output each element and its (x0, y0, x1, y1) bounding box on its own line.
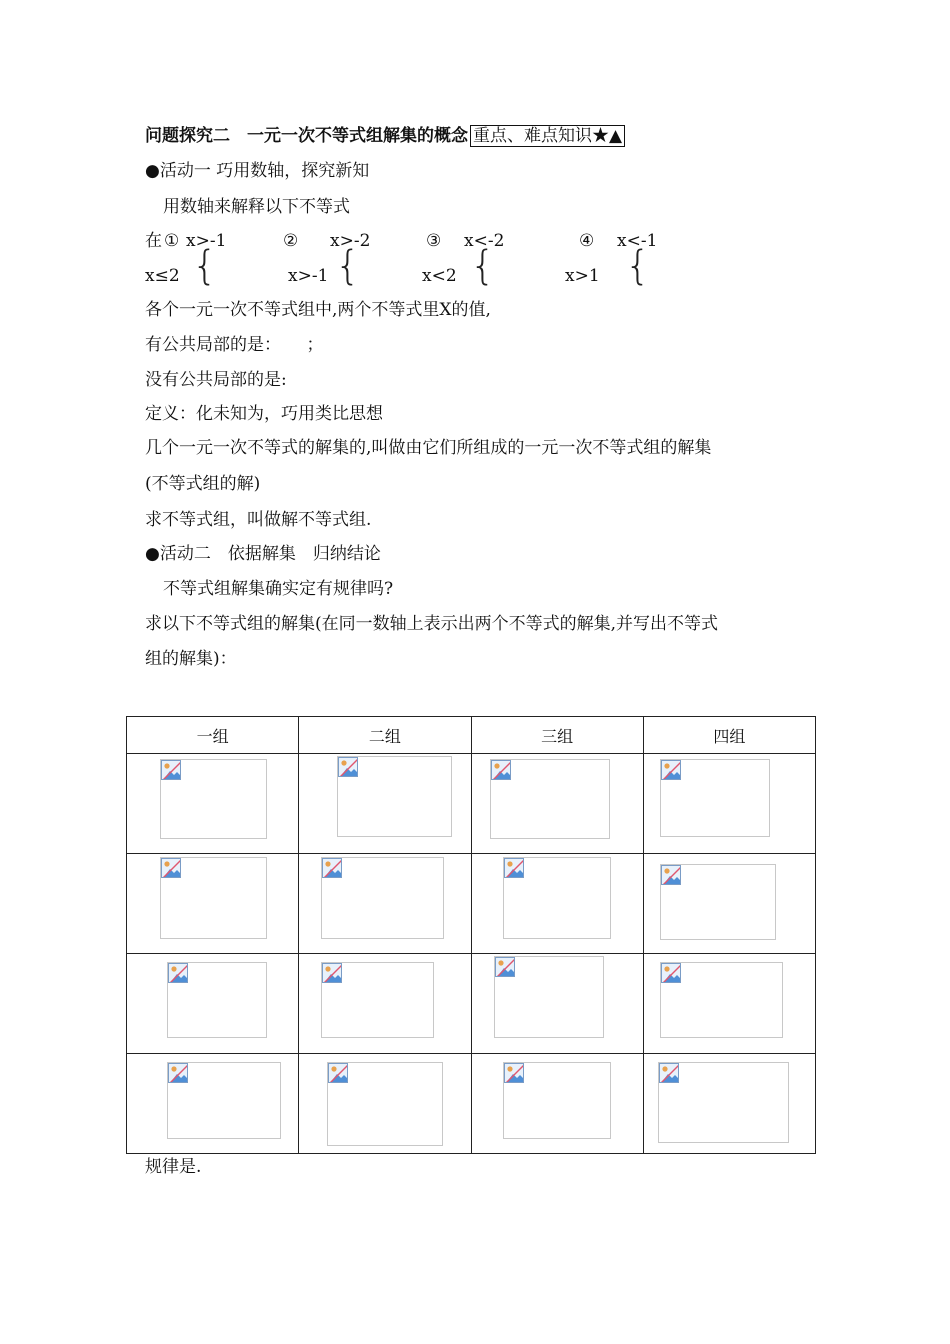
broken-image-icon (661, 865, 681, 885)
heading-title: 问题探究二 一元一次不等式组解集的概念 (145, 126, 468, 146)
paragraph-common: 有公共局部的是： ； (145, 335, 324, 355)
system-3-brace: { (470, 243, 496, 289)
table-cell (127, 854, 299, 954)
activity2-title: ●活动二 依据解集 归纳结论 (145, 544, 381, 564)
broken-image-icon (338, 757, 358, 777)
broken-image-icon (659, 1063, 679, 1083)
broken-image-placeholder (503, 1062, 611, 1139)
system-1-brace: { (192, 243, 218, 289)
activity2-question: 不等式组解集确实定有规律吗? (163, 579, 394, 599)
paragraph-solution-set: 几个一元一次不等式的解集的,叫做由它们所组成的一元一次不等式组的解集 (145, 438, 712, 458)
broken-image-icon (161, 760, 181, 780)
system-2-bottom: x>-1 (288, 266, 329, 286)
table-row (127, 854, 816, 954)
broken-image-icon (504, 1063, 524, 1083)
system-2-top: x>-2 (330, 231, 371, 251)
system-4-top: x<-1 (617, 231, 658, 251)
broken-image-icon (168, 963, 188, 983)
table-cell (299, 854, 471, 954)
broken-image-icon (661, 963, 681, 983)
system-1-num: ① (164, 231, 180, 251)
solution-table (126, 716, 816, 1154)
table-cell (299, 1054, 471, 1154)
broken-image-placeholder (490, 759, 610, 839)
table-cell (127, 754, 299, 854)
broken-image-placeholder (503, 857, 611, 939)
systems-prefix: 在 (145, 231, 162, 251)
table-row (127, 954, 816, 1054)
broken-image-placeholder (160, 759, 267, 839)
difficulty-tag: 重点、难点知识★▲ (470, 125, 625, 147)
broken-image-placeholder (658, 1062, 789, 1143)
table-cell (643, 754, 815, 854)
broken-image-icon (328, 1063, 348, 1083)
table-cell (643, 954, 815, 1054)
paragraph-definition: 定义：化未知为，巧用类比思想 (145, 404, 383, 424)
system-2-num: ② (283, 231, 299, 251)
table-cell (471, 854, 643, 954)
activity1-instruction: 用数轴来解释以下不等式 (163, 197, 350, 217)
table-cell (643, 1054, 815, 1154)
broken-image-icon (661, 760, 681, 780)
broken-image-placeholder (660, 864, 776, 940)
col-header-group-2: 二组 (299, 717, 471, 754)
system-3-top: x<-2 (464, 231, 505, 251)
activity2-task-line1: 求以下不等式组的解集(在同一数轴上表示出两个不等式的解集,并写出不等式 (145, 614, 719, 634)
activity1-title: ●活动一 巧用数轴，探究新知 (145, 161, 370, 181)
table-cell (471, 754, 643, 854)
system-4-brace: { (625, 243, 651, 289)
system-3-num: ③ (426, 231, 442, 251)
table-header-row (127, 717, 816, 754)
broken-image-placeholder (321, 857, 444, 939)
system-3-bottom: x<2 (422, 266, 457, 286)
col-header-group-4: 四组 (643, 717, 815, 754)
broken-image-icon (322, 858, 342, 878)
broken-image-icon (504, 858, 524, 878)
table-row (127, 754, 816, 854)
table-cell (643, 854, 815, 954)
system-4-bottom: x>1 (565, 266, 600, 286)
col-header-group-1: 一组 (127, 717, 299, 754)
paragraph-solution-note: (不等式组的解) (145, 474, 261, 494)
system-1-top: x>-1 (186, 231, 227, 251)
col-header-group-3: 三组 (471, 717, 643, 754)
broken-image-placeholder (327, 1062, 443, 1146)
section-heading (145, 125, 625, 147)
table-cell (299, 954, 471, 1054)
broken-image-icon (322, 963, 342, 983)
table-cell (471, 954, 643, 1054)
paragraph-no-common: 没有公共局部的是: (145, 370, 287, 390)
conclusion: 规律是. (145, 1157, 202, 1177)
broken-image-placeholder (160, 857, 267, 939)
broken-image-placeholder (660, 759, 770, 837)
broken-image-placeholder (167, 962, 267, 1038)
system-4-num: ④ (579, 231, 595, 251)
table-cell (299, 754, 471, 854)
activity2-task-line2: 组的解集)： (145, 649, 237, 669)
broken-image-icon (161, 858, 181, 878)
system-2-brace: { (335, 243, 361, 289)
paragraph-solve: 求不等式组，叫做解不等式组. (145, 510, 372, 530)
table-cell (471, 1054, 643, 1154)
system-1-bottom: x≤2 (145, 266, 180, 286)
table-cell (127, 1054, 299, 1154)
broken-image-icon (495, 957, 515, 977)
table-row (127, 1054, 816, 1154)
broken-image-placeholder (660, 962, 783, 1038)
table-cell (127, 954, 299, 1054)
broken-image-placeholder (167, 1062, 281, 1139)
paragraph-values: 各个一元一次不等式组中,两个不等式里X的值, (145, 300, 491, 320)
broken-image-icon (491, 760, 511, 780)
broken-image-placeholder (321, 962, 434, 1038)
broken-image-placeholder (337, 756, 452, 837)
broken-image-icon (168, 1063, 188, 1083)
broken-image-placeholder (494, 956, 604, 1038)
